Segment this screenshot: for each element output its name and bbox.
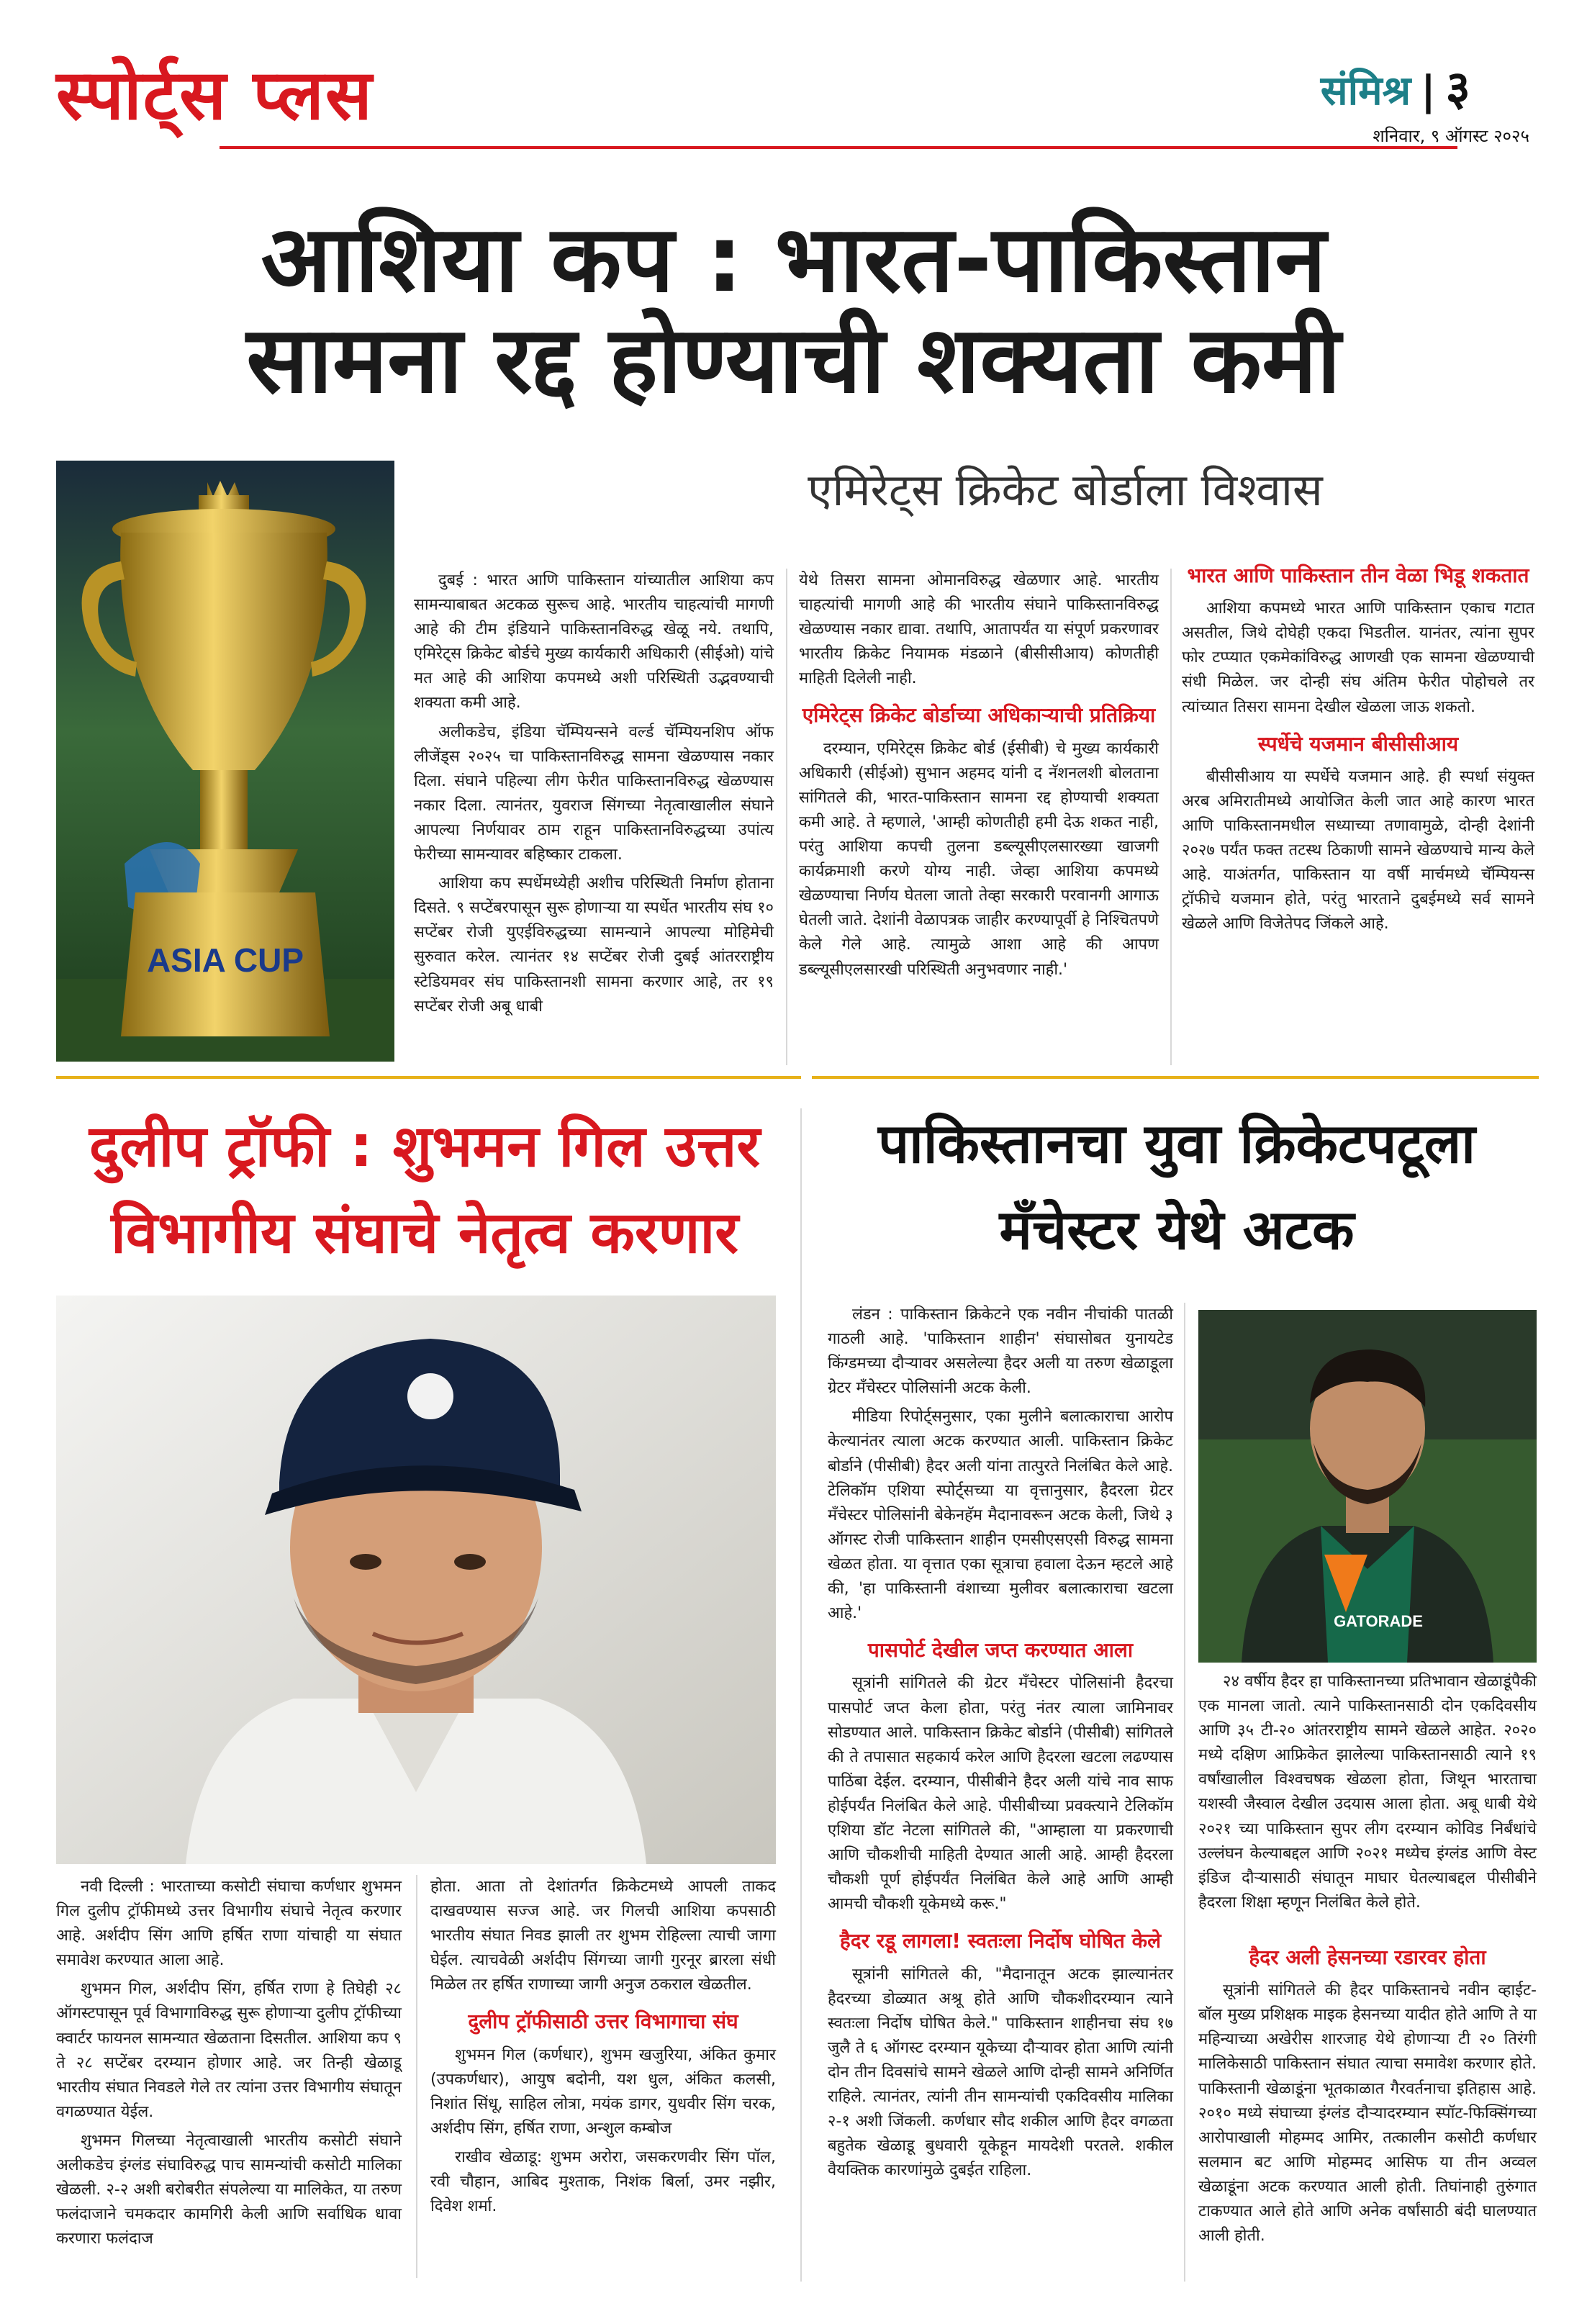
story3-headline-line1: पाकिस्तानचा युवा क्रिकेटपटूला [878, 1111, 1475, 1175]
story1-headline-line1: आशिया कप : भारत-पाकिस्तान [261, 206, 1326, 313]
section-rule-left [56, 1076, 801, 1079]
story2-column1 [56, 1875, 402, 2256]
story1-col1-para: अलीकडेच, इंडिया चॅम्पियन्सने वर्ल्ड चॅम्पियनशिप ऑफ लीजेंड्स २०२५ चा पाकिस्तानविरुद्ध सामना खेळण्यास नकार दिला. संघाने पहिल्या लीग फेरीत पाकिस्तानविरुद्ध खेळण्यास नकार दिला. त्यानंतर, युवराज सिंगच्या नेतृत्वाखालील संघाने आपल्या निर्णयावर ठाम राहून पाकिस्तानविरुद्धच्या उपांत्य फेरीच्या सामन्यावर बहिष्कार टाकला. [414, 723, 774, 864]
story3-col1-para: मीडिया रिपोर्ट्सनुसार, एका मुलीने बलात्काराचा आरोप केल्यानंतर त्याला अटक करण्यात आली. पाकिस्तान क्रिकेट बोर्डाने (पीसीबी) हैदर अली यांना तात्पुरते निलंबित केले आहे. टेलिकॉम एशिया स्पोर्ट्सच्या या वृत्तानुसार, हैदरला ग्रेटर मँचेस्टर पोलिसांनी बेकेनहॅम मैदानावरून अटक केली, जिथे ३ ऑगस्ट रोजी पाकिस्तान शाहीन एमसीएसएसी विरुद्ध सामना खेळत होता. या वृत्तात एका सूत्राचा हवाला देऊन म्हटले आहे की, 'हा पाकिस्तानी वंशाच्या मुलीवर बलात्काराचा खटला आहे.' [828, 1408, 1173, 1623]
story2-col1-para: शुभमन गिल, अर्शदीप सिंग, हर्षित राणा हे तिघेही २८ ऑगस्टपासून पूर्व विभागाविरुद्ध सुरू होणाऱ्या दुलीप ट्रॉफीच्या क्वार्टर फायनल सामन्यात खेळताना दिसतील. आशिया कप ९ ते २८ सप्टेंबर दरम्यान होणार आहे. जर तिन्ही खेळाडू भारतीय संघात निवडले गेले तर त्यांना उत्तर विभागीय संघातून वगळण्यात येईल. [56, 1980, 402, 2121]
haider-ali-photo [1198, 1310, 1537, 1663]
story3-column1 [828, 1303, 1173, 2187]
story1-column2 [799, 569, 1159, 987]
story2-col2-para: राखीव खेळाडू: शुभम अरोरा, जसकरणवीर सिंग पॉल, रवी चौहान, आबिद मुश्ताक, निशंक बिर्ला, उमर नझीर, दिवेश शर्मा. [430, 2148, 776, 2216]
section-header [1320, 60, 1470, 116]
story3-caption-para: २४ वर्षीय हैदर हा पाकिस्तानच्या प्रतिभावान खेळाडूंपैकी एक मानला जातो. त्याने पाकिस्तानसाठी दोन एकदिवसीय आणि ३५ टी-२० आंतरराष्ट्रीय सामने खेळले आहेत. २०२० मध्ये दक्षिण आफ्रिकेत झालेल्या पाकिस्तानसाठी त्याने १९ वर्षांखालील विश्वचषक खेळला होता, जिथून भारताचा यशस्वी जैस्वाल देखील उदयास आला होता. अबू धाबी येथे २०२१ च्या पाकिस्तान सुपर लीग दरम्यान कोविड निर्बंधांचे उल्लंघन केल्याबद्दल आणि २०२१ मध्येच इंग्लंड आणि वेस्ट इंडिज दौऱ्यासाठी संघातून माघार घेतल्याबद्दल पीसीबीने हैदरला शिक्षा म्हणून निलंबित केले होते. [1198, 1673, 1537, 1912]
story1-subhead-bcci-host: स्पर्धेचे यजमान बीसीसीआय [1257, 731, 1459, 756]
story3-subhead-hesson: हैदर अली हेसनच्या रडारवर होता [1249, 1945, 1486, 1969]
story1-headline-line2: सामना रद्द होण्याची शक्यता कमी [246, 307, 1341, 414]
story1-col2-para: दरम्यान, एमिरेट्स क्रिकेट बोर्ड (ईसीबी) चे मुख्य कार्यकारी अधिकारी (सीईओ) सुभान अहमद यांनी द नॅशनलशी बोलताना सांगितले की, भारत-पाकिस्तान सामना रद्द होण्याची शक्यता कमी आहे. ते म्हणाले, 'आम्ही कोणतीही हमी देऊ शकत नाही, परंतु आशिया कपची तुलना डब्ल्यूसीएलसारख्या खाजगी कार्यक्रमाशी करणे योग्य नाही. जेव्हा आशिया कपमध्ये खेळण्याचा निर्णय घेतला जातो तेव्हा सरकारी परवानगी आगाऊ घेतली जाते. देशांनी वेळापत्रक जाहीर करण्यापूर्वी हे निश्चितपणे केले गेले आहे. त्यामुळे आशा आहे की आपण डब्ल्यूसीएलसारखी परिस्थिती अनुभवणार नाही.' [799, 739, 1159, 979]
story1-deck: एमिरेट्स क्रिकेट बोर्डाला विश्वास [808, 464, 1323, 516]
story2-subhead-squad: दुलीप ट्रॉफीसाठी उत्तर विभागाचा संघ [468, 2009, 738, 2034]
story1-col2-para: येथे तिसरा सामना ओमानविरुद्ध खेळणार आहे. भारतीय चाहत्यांची मागणी आहे की भारतीय संघाने पाकिस्तानविरुद्ध खेळण्यास नकार द्यावा. तथापि, आतापर्यंत या संपूर्ण प्रकरणावर भारतीय क्रिकेट नियामक मंडळाने (बीसीसीआय) कोणतीही माहिती दिलेली नाही. [799, 571, 1159, 688]
section-rule-right [812, 1076, 1539, 1079]
story1-col3-para: आशिया कपमध्ये भारत आणि पाकिस्तान एकाच गटात असतील, जिथे दोघेही एकदा भिडतील. यानंतर, त्यांना सुपर फोर टप्प्यात एकमेकांविरुद्ध आणखी एक सामना खेळण्याची संधी मिळेल. जर दोन्ही संघ अंतिम फेरीत पोहोचले तर त्यांच्यात तिसरा सामना देखील खेळला जाऊ शकतो. [1182, 600, 1534, 716]
column-divider [786, 569, 787, 1065]
story1-col1-para: आशिया कप स्पर्धेमध्येही अशीच परिस्थिती निर्माण होताना दिसते. ९ सप्टेंबरपासून सुरू होणाऱ्या या स्पर्धेत भारतीय संघ १० सप्टेंबर रोजी युएईविरुद्धच्या सामन्याने आपल्या मोहिमेची सुरुवात करेल. त्यानंतर १४ सप्टेंबर रोजी दुबई आंतरराष्ट्रीय स्टेडियमवर संघ पाकिस्तानशी सामना करणार आहे, तर १९ सप्टेंबर रोजी अबू धाबी [414, 874, 774, 1016]
story-divider [800, 1108, 802, 2282]
story1-subhead-ecb: एमिरेट्स क्रिकेट बोर्डाच्या अधिकाऱ्याची प्रतिक्रिया [802, 703, 1156, 728]
story2-col2-para: होता. आता तो देशांतर्गत क्रिकेटमध्ये आपली ताकद दाखवण्यास सज्ज आहे. जर गिलची आशिया कपसाठी भारतीय संघात निवड झाली तर शुभम रोहिल्ला त्याची जागा घेईल. त्याचवेळी अर्शदीप सिंगच्या जागी गुरनूर ब्रारला संधी मिळेल तर हर्षित राणाच्या जागी अनुज ठकराल खेळतील. [430, 1878, 776, 1994]
story2-col2-para: शुभमन गिल (कर्णधार), शुभम खजुरिया, अंकित कुमार (उपकर्णधार), आयुष बदोनी, यश धुल, अंकित कलसी, निशांत सिंधू, साहिल लोत्रा, मयंक डागर, युधवीर सिंग चरक, अर्शदीप सिंग, हर्षित राणा, अन्शुल कम्बोज [430, 2045, 776, 2138]
page-number: ३ [1445, 60, 1470, 116]
story3-subhead-cried: हैदर रडू लागला! स्वतःला निर्दोष घोषित केले [839, 1929, 1162, 1953]
story3-subhead-passport: पासपोर्ट देखील जप्त करण्यात आला [867, 1638, 1134, 1663]
story1-subhead-three-times: भारत आणि पाकिस्तान तीन वेळा भिडू शकतात [1187, 564, 1529, 587]
column-divider [416, 1875, 417, 2278]
story1-col1-para: दुबई : भारत आणि पाकिस्तान यांच्यातील आशिया कप सामन्याबाबत अटकळ सुरूच आहे. भारतीय चाहत्यांची मागणी आहे की टीम इंडियाने पाकिस्तानविरुद्ध खेळू नये. तथापि, एमिरेट्स क्रिकेट बोर्डचे मुख्य कार्यकारी अधिकारी (सीईओ) यांचे मत आहे की आशिया कपमध्ये अशी परिस्थिती उद्भवण्याची शक्यता कमी आहे. [414, 571, 774, 713]
shubman-gill-photo [56, 1296, 776, 1864]
story3-headline-line2: मँचेस्टर येथे अटक [999, 1198, 1355, 1262]
masthead: स्पोर्ट्स प्लस [56, 55, 374, 135]
trophy-label: ASIA CUP [146, 941, 304, 979]
masthead-rule [220, 146, 1457, 149]
story3-col1-para: लंडन : पाकिस्तान क्रिकेटने एक नवीन नीचांकी पातळी गाठली आहे. 'पाकिस्तान शाहीन' संघासोबत युनायटेड किंग्डमच्या दौऱ्यावर असलेल्या हैदर अली या तरुण खेळाडूला ग्रेटर मँचेस्टर पोलिसांनी अटक केली. [828, 1306, 1173, 1398]
story3-col2-para: सूत्रांनी सांगितले की हैदर पाकिस्तानचे नवीन व्हाईट-बॉल मुख्य प्रशिक्षक माइक हेसनच्या यादीत होते आणि ते या महिन्याच्या अखेरीस शारजाह येथे होणाऱ्या टी २० तिरंगी मालिकेसाठी पाकिस्तान संघात त्याचा समावेश करणार होते. पाकिस्तानी खेळाडूंना भूतकाळात गैरवर्तनाचा इतिहास आहे. २०१० मध्ये संघाच्या इंग्लंड दौऱ्यादरम्यान स्पॉट-फिक्सिंगच्या आरोपाखाली मोहम्मद आमिर, तत्कालीन कसोटी कर्णधार सलमान बट आणि मोहम्मद आसिफ या तीन अव्वल खेळाडूंना अटक करण्यात आली होती. तिघांनाही तुरुंगात टाकण्यात आले होते आणि अनेक वर्षांसाठी बंदी घालण्यात आली होती. [1198, 1981, 1537, 2246]
section-name: संमिश्र [1320, 68, 1411, 114]
column-divider [1170, 569, 1172, 1065]
story2-headline-line2: विभागीय संघाचे नेतृत्व करणार [111, 1199, 738, 1266]
story1-column3 [1182, 561, 1534, 941]
story2-col1-para: नवी दिल्ली : भारताच्या कसोटी संघाचा कर्णधार शुभमन गिल दुलीप ट्रॉफीमध्ये उत्तर विभागीय संघाचे नेतृत्व करणार आहे. अर्शदीप सिंग आणि हर्षित राणा यांचाही या संघात समावेश करण्यात आला आहे. [56, 1878, 402, 1970]
story1-col3-para: बीसीसीआय या स्पर्धेचे यजमान आहे. ही स्पर्धा संयुक्त अरब अमिरातीमध्ये आयोजित केली जात आहे कारण भारत आणि पाकिस्तानमधील सध्याच्या तणावामुळे, दोन्ही देशांनी २०२७ पर्यंत फक्त तटस्थ ठिकाणी सामने खेळण्याचे मान्य केले आहे. याअंतर्गत, पाकिस्तान या वर्षी मार्चमध्ये चॅम्पियन्स ट्रॉफीचे यजमान होते, परंतु भारताने दुबईमध्ये सर्व सामने खेळले आणि विजेतेपद जिंकले आहे. [1182, 767, 1534, 933]
gatorade-label: GATORADE [1334, 1612, 1423, 1630]
story3-col1-para: सूत्रांनी सांगितले की, "मैदानातून अटक झाल्यानंतर हैदरच्या डोळ्यात अश्रू होते आणि चौकशीदरम्यान त्याने स्वतःला निर्दोष घोषित केले." पाकिस्तान शाहीनचा संघ १७ जुलै ते ६ ऑगस्ट दरम्यान यूकेच्या दौऱ्यावर होता आणि त्यांनी दोन तीन दिवसांचे सामने खेळले आणि दोन्ही सामने अनिर्णित राहिले. त्यानंतर, त्यांनी तीन सामन्यांची एकदिवसीय मालिका २-१ अशी जिंकली. कर्णधार सौद शकील आणि हैदर वगळता बहुतेक खेळाडू बुधवारी यूकेहून मायदेशी परतले. शकील वैयक्तिक कारणांमुळे दुबईत राहिला. [828, 1965, 1173, 2180]
story1-column1 [414, 569, 774, 1023]
column-divider [1184, 1303, 1185, 2282]
asia-cup-trophy-photo [56, 461, 394, 1062]
story3-col1-para: सूत्रांनी सांगितले की ग्रेटर मँचेस्टर पोलिसांनी हैदरचा पासपोर्ट जप्त केला होता, परंतु नंतर त्याला जामिनावर सोडण्यात आले. पाकिस्तान क्रिकेट बोर्डाने (पीसीबी) सांगितले की ते तपासात सहकार्य करेल आणि हैदरला खटला लढण्यास पाठिंबा देईल. दरम्यान, पीसीबीने हैदर अली यांचे नाव साफ होईपर्यंत निलंबित केले आहे. पीसीबीच्या प्रवक्त्याने टेलिकॉम एशिया डॉट नेटला सांगितले की, "आम्हाला या प्रकरणाची आणि चौकशीची माहिती देण्यात आली आहे. आम्ही हैदरला चौकशी पूर्ण होईपर्यंत निलंबित केले आहे आणि आम्ही आमची चौकशी यूकेमध्ये करू." [828, 1674, 1173, 1914]
section-divider: | [1421, 68, 1436, 114]
story2-col1-para: शुभमन गिलच्या नेतृत्वाखाली भारतीय कसोटी संघाने अलीकडेच इंग्लंड संघाविरुद्ध पाच सामन्यांची कसोटी मालिका खेळली. २-२ अशी बरोबरीत संपलेल्या या मालिकेत, या तरुण फलंदाजाने चमकदार कामगिरी केली आणि सर्वाधिक धावा करणारा फलंदाज [56, 2131, 402, 2248]
story3-column2 [1198, 1943, 1537, 2253]
story2-headline-line1: दुलीप ट्रॉफी : शुभमन गिल उत्तर [89, 1113, 761, 1180]
story3-photo-caption [1198, 1670, 1537, 1915]
dateline: शनिवार, ९ ऑगस्ट २०२५ [1373, 126, 1529, 146]
story2-column2 [430, 1875, 776, 2223]
